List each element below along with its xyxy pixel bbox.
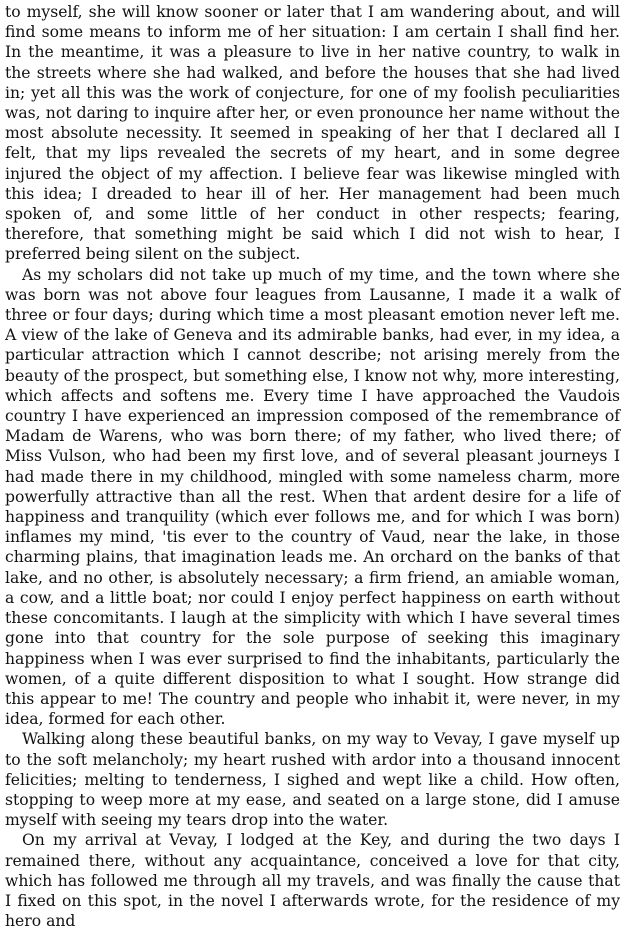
document-page	[5, 2, 620, 931]
paragraph-continuation: to myself, she will know sooner or later that I am wandering about, and will find some means to inform me of her situation: I am certain I shall find her. In the meantime, it was a pleasure to live in her native country, to walk in the streets where she had walked, and before the houses that she had lived in; yet all this was the work of conjecture, for one of my foolish peculiarities was, not daring to inquire after her, or even pronounce her name without the most absolute necessity. It seemed in speaking of her that I declared all I felt, that my lips revealed the secrets of my heart, and in some degree injured the object of my affection. I believe fear was likewise mingled with this idea; I dreaded to hear ill of her. Her management had been much spoken of, and some little of her conduct in other respects; fearing, therefore, that something might be said which I did not wish to hear, I preferred being silent on the subject.	[5, 3, 620, 264]
paragraph-walking-banks: Walking along these beautiful banks, on my way to Vevay, I gave myself up to the soft melancholy; my heart rushed with ardor into a thousand innocent felicities; melting to tenderness, I sighed and wept like a child. How often, stopping to weep more at my ease, and seated on a large stone, did I amuse myself with seeing my tears drop into the water.	[5, 730, 620, 830]
paragraph-lausanne-vaud: As my scholars did not take up much of my time, and the town where she was born was not above four leagues from Lausanne, I made it a walk of three or four days; during which time a most pleasant emotion never left me. A view of the lake of Geneva and its admirable banks, had ever, in my idea, a particular attraction which I cannot describe; not arising merely from the beauty of the prospect, but something else, I know not why, more interesting, which affects and softens me. Every time I have approached the Vaudois country I have experienced an impression composed of the remembrance of Madam de Warens, who was born there; of my father, who lived there; of Miss Vulson, who had been my first love, and of several pleasant journeys I had made there in my childhood, mingled with some nameless charm, more powerfully attractive than all the rest. When that ardent desire for a life of happiness and tranquility (which ever follows me, and for which I was born) inflames my mind, 'tis ever to the country of Vaud, near the lake, in those charming plains, that imagination leads me. An orchard on the banks of that lake, and no other, is absolutely necessary; a firm friend, an amiable woman, a cow, and a little boat; nor could I enjoy perfect happiness on earth without these concomitants. I laugh at the simplicity with which I have several times gone into that country for the sole purpose of seeking this imaginary happiness when I was ever surprised to find the inhabitants, particularly the women, of a quite different disposition to what I sought. How strange did this appear to me! The country and people who inhabit it, were never, in my idea, formed for each other.	[5, 265, 620, 729]
paragraph-arrival-vevay: On my arrival at Vevay, I lodged at the Key, and during the two days I remained there, without any acquaintance, conceived a love for that city, which has followed me through all my travels, and was finally the cause that I fixed on this spot, in the novel I afterwards wrote, for the residence of my hero and	[5, 831, 620, 931]
